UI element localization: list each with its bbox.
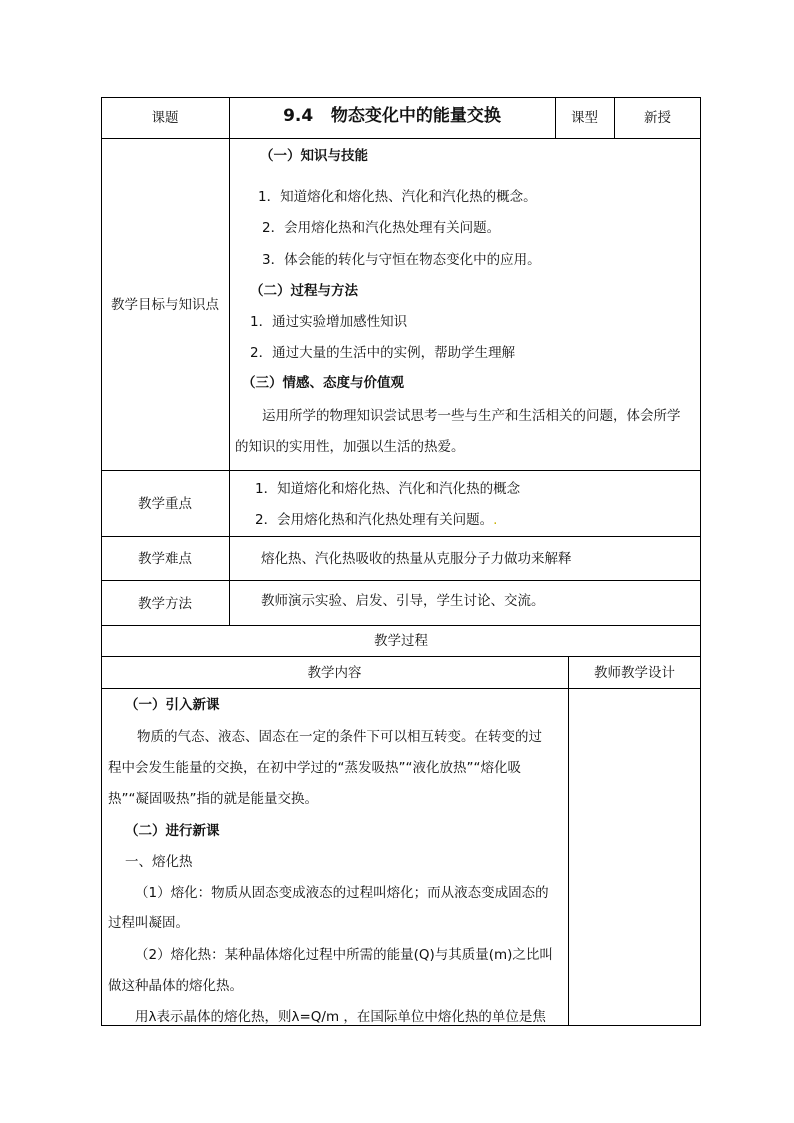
section1-item: 2．会用熔化热和汽化热处理有关问题。 xyxy=(262,220,501,236)
intro-title: （一）引入新课 xyxy=(125,697,220,713)
topic-label: 课题 xyxy=(151,110,179,126)
col-header-design: 教师教学设计 xyxy=(594,665,675,681)
key-point-item: 1．知道熔化和熔化热、汽化和汽化热的概念 xyxy=(255,481,521,497)
section3-title: （三）情感、态度与价值观 xyxy=(242,375,404,391)
heat-of-fusion-formula: 用λ表示晶体的熔化热，则λ=Q/m ，在国际单位中熔化热的单位是焦 xyxy=(135,1009,546,1025)
table-border-right xyxy=(700,97,701,1026)
section2-item: 1．通过实验增加感性知识 xyxy=(250,314,408,330)
heat-of-fusion-definition: （2）熔化热：某种晶体熔化过程中所需的能量(Q)与其质量(m)之比叫 xyxy=(135,947,553,963)
section2-item: 2．通过大量的生活中的实例，帮助学生理解 xyxy=(250,345,516,361)
melting-definition: 过程叫凝固。 xyxy=(108,915,189,931)
type-label: 课型 xyxy=(571,110,598,126)
section1-item: 3．体会能的转化与守恒在物态变化中的应用。 xyxy=(262,252,541,268)
melting-definition: （1）熔化：物质从固态变成液态的过程叫熔化；而从液态变成固态的 xyxy=(135,885,549,901)
intro-line: 程中会发生能量的交换，在初中学过的“蒸发吸热”“液化放热”“熔化吸 xyxy=(108,760,521,776)
difficulty-label: 教学难点 xyxy=(138,551,192,567)
intro-line: 物质的气态、液态、固态在一定的条件下可以相互转变。在转变的过 xyxy=(137,729,542,745)
row-divider xyxy=(101,470,701,471)
section3-text: 运用所学的物理知识尝试思考一些与生产和生活相关的问题，体会所学 xyxy=(262,408,681,424)
method-text: 教师演示实验、启发、引导，学生讨论、交流。 xyxy=(261,593,545,609)
row-divider xyxy=(101,625,701,626)
row-divider xyxy=(101,688,701,689)
key-point-item: 2．会用熔化热和汽化热处理有关问题。. xyxy=(255,512,498,528)
topic-title: 9.4 物态变化中的能量交换 xyxy=(283,106,501,126)
heat-of-fusion-definition: 做这种晶体的熔化热。 xyxy=(108,978,243,994)
intro-line: 热”“凝固吸热”指的就是能量交换。 xyxy=(108,791,318,807)
section1-title: （一）知识与技能 xyxy=(260,148,368,164)
difficulty-text: 熔化热、汽化热吸收的热量从克服分子力做功来解释 xyxy=(261,551,572,567)
section2-title: （二）过程与方法 xyxy=(250,283,358,299)
new-lesson-title: （二）进行新课 xyxy=(125,823,220,839)
method-label: 教学方法 xyxy=(138,596,192,612)
row-divider xyxy=(101,580,701,581)
type-value: 新授 xyxy=(644,110,671,126)
row-divider xyxy=(101,138,701,139)
row-divider xyxy=(101,536,701,537)
col-header-content: 教学内容 xyxy=(307,665,362,681)
col-divider xyxy=(568,656,569,1026)
table-border-top xyxy=(101,97,701,98)
key-points-label: 教学重点 xyxy=(138,496,192,512)
section3-text: 的知识的实用性，加强以生活的热爱。 xyxy=(235,439,465,455)
process-title: 教学过程 xyxy=(374,633,428,649)
row-divider xyxy=(101,656,701,657)
section1-item: 1．知道熔化和熔化热、汽化和汽化热的概念。 xyxy=(258,189,537,205)
objectives-label: 教学目标与知识点 xyxy=(111,297,219,313)
col-divider xyxy=(229,97,230,625)
subsection-title: 一、熔化热 xyxy=(125,854,193,870)
